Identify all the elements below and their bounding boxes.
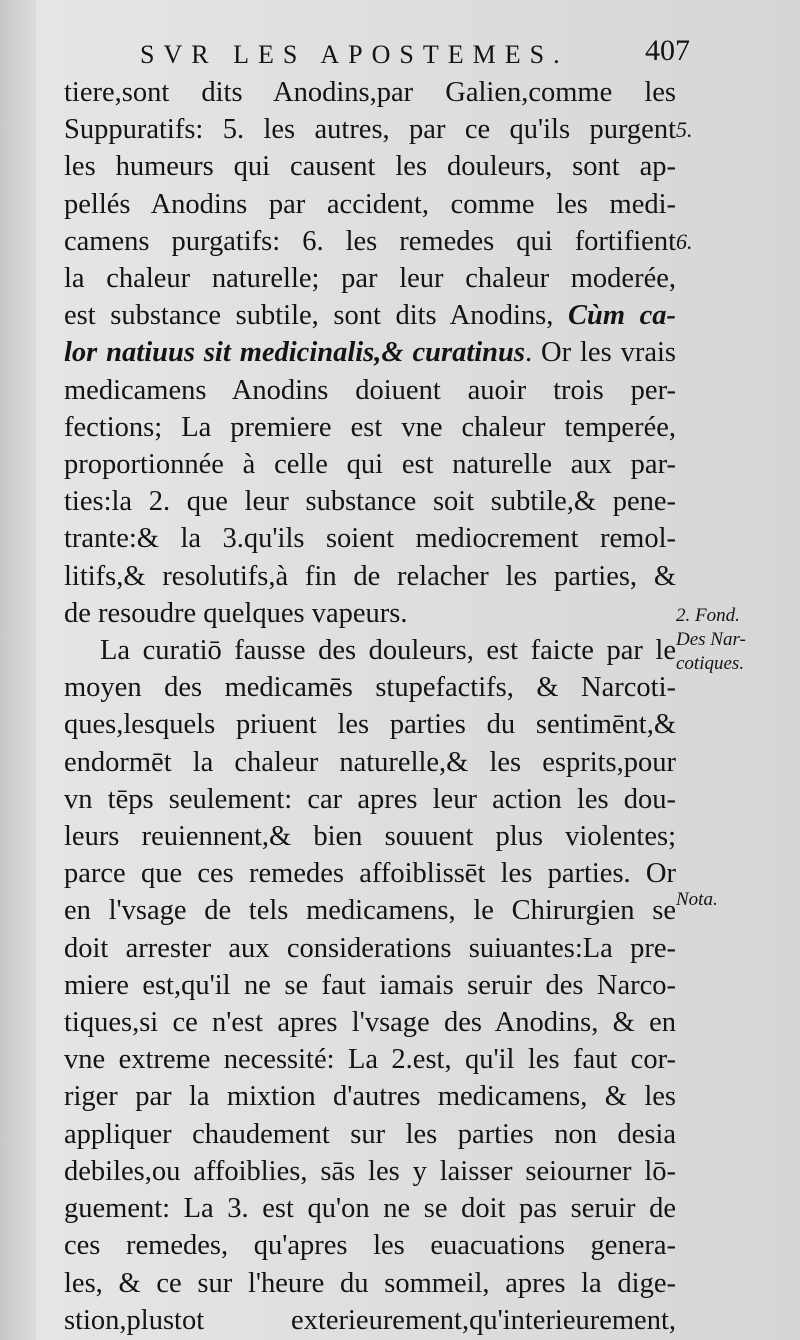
- margin-note-5: 5.: [676, 117, 693, 142]
- margin-note-6: 6.: [676, 229, 693, 254]
- text-line: miere est,qu'il ne se faut iamais seruir des Narco-: [64, 969, 676, 1001]
- text-line: [64, 297, 676, 334]
- text-line: proportionnée à celle qui est naturelle aux par-: [64, 449, 676, 481]
- text-line: medicamens Anodins doiuent auoir trois per-: [64, 374, 676, 406]
- margin-note-fondement: 2. Fond.: [676, 605, 740, 626]
- text-line-part: . Or les vrais: [524, 337, 676, 369]
- latin-quote-end: lor natiuus sit medicinalis,& curatinus: [64, 337, 525, 369]
- text-line: litifs,& resolutifs,à fin de relacher les parties, &: [64, 560, 676, 592]
- text-line-part: est substance subtile, sont dits Anodins,: [64, 300, 554, 332]
- margin-note-fondement: Des Nar-: [676, 629, 746, 650]
- page-number: 407: [645, 34, 690, 67]
- text-line: ques,lesquels priuent les parties du sentimēnt,&: [64, 709, 676, 741]
- text-line: Suppuratifs: 5. les autres, par ce qu'ils purgent: [64, 114, 676, 146]
- text-line: debiles,ou affoiblies, sās les y laisser seiourner lō-: [64, 1155, 676, 1187]
- text-line: ties:la 2. que leur substance soit subtile,& pene-: [64, 486, 676, 518]
- text-line: vn tēps seulement: car apres leur action les dou-: [64, 783, 676, 815]
- text-line: appliquer chaudement sur les parties non desia: [64, 1118, 676, 1150]
- text-line: moyen des medicamēs stupefactifs, & Narcoti-: [64, 672, 676, 704]
- text-line: de resoudre quelques vapeurs.: [64, 597, 408, 629]
- text-line: la chaleur naturelle; par leur chaleur moderée,: [64, 263, 676, 295]
- margin-note-fondement: cotiques.: [676, 653, 745, 674]
- text-line: [64, 334, 676, 371]
- text-line: doit arrester aux considerations suiuantes:La pre-: [64, 932, 676, 964]
- text-line: vne extreme necessité: La 2.est, qu'il les faut cor-: [64, 1044, 676, 1076]
- text-line: pellés Anodins par accident, comme les medi-: [64, 188, 676, 220]
- text-line: en l'vsage de tels medicamens, le Chirurgien se: [64, 895, 676, 927]
- text-line: camens purgatifs: 6. les remedes qui fortifient: [64, 225, 676, 257]
- text-line: endormēt la chaleur naturelle,& les esprits,pour: [64, 746, 676, 778]
- text-line: trante:& la 3.qu'ils soient mediocrement remol-: [64, 523, 676, 555]
- body-text: [64, 74, 676, 1339]
- text-line: guement: La 3. est qu'on ne se doit pas seruir de: [64, 1193, 676, 1225]
- text-line: fections; La premiere est vne chaleur temperée,: [64, 411, 676, 443]
- running-head: SVR LES APOSTEMES.: [140, 40, 569, 69]
- text-line: leurs reuiennent,& bien souuent plus violentes;: [64, 821, 676, 853]
- text-line: tiques,si ce n'est apres l'vsage des Anodins, & en: [64, 1007, 676, 1039]
- text-line: ces remedes, qu'apres les euacuations genera-: [64, 1230, 676, 1262]
- text-line: tiere,sont dits Anodins,par Galien,comme les: [64, 77, 676, 108]
- text-line: riger par la mixtion d'autres medicamens, & les: [64, 1081, 676, 1113]
- latin-quote-start: Cùm ca-: [567, 300, 676, 332]
- text-line: les, & ce sur l'heure du sommeil, apres la dige-: [64, 1267, 676, 1299]
- text-line: stion,plustot exterieurement,qu'interieurement,: [64, 1304, 676, 1336]
- page-gutter: [0, 0, 36, 1340]
- margin-note-nota: Nota.: [676, 889, 718, 910]
- text-line: La curatiō fausse des douleurs, est faicte par le: [100, 635, 676, 667]
- text-line: les humeurs qui causent les douleurs, sont ap-: [64, 151, 676, 183]
- text-line: parce que ces remedes affoiblissēt les parties. Or: [64, 858, 676, 890]
